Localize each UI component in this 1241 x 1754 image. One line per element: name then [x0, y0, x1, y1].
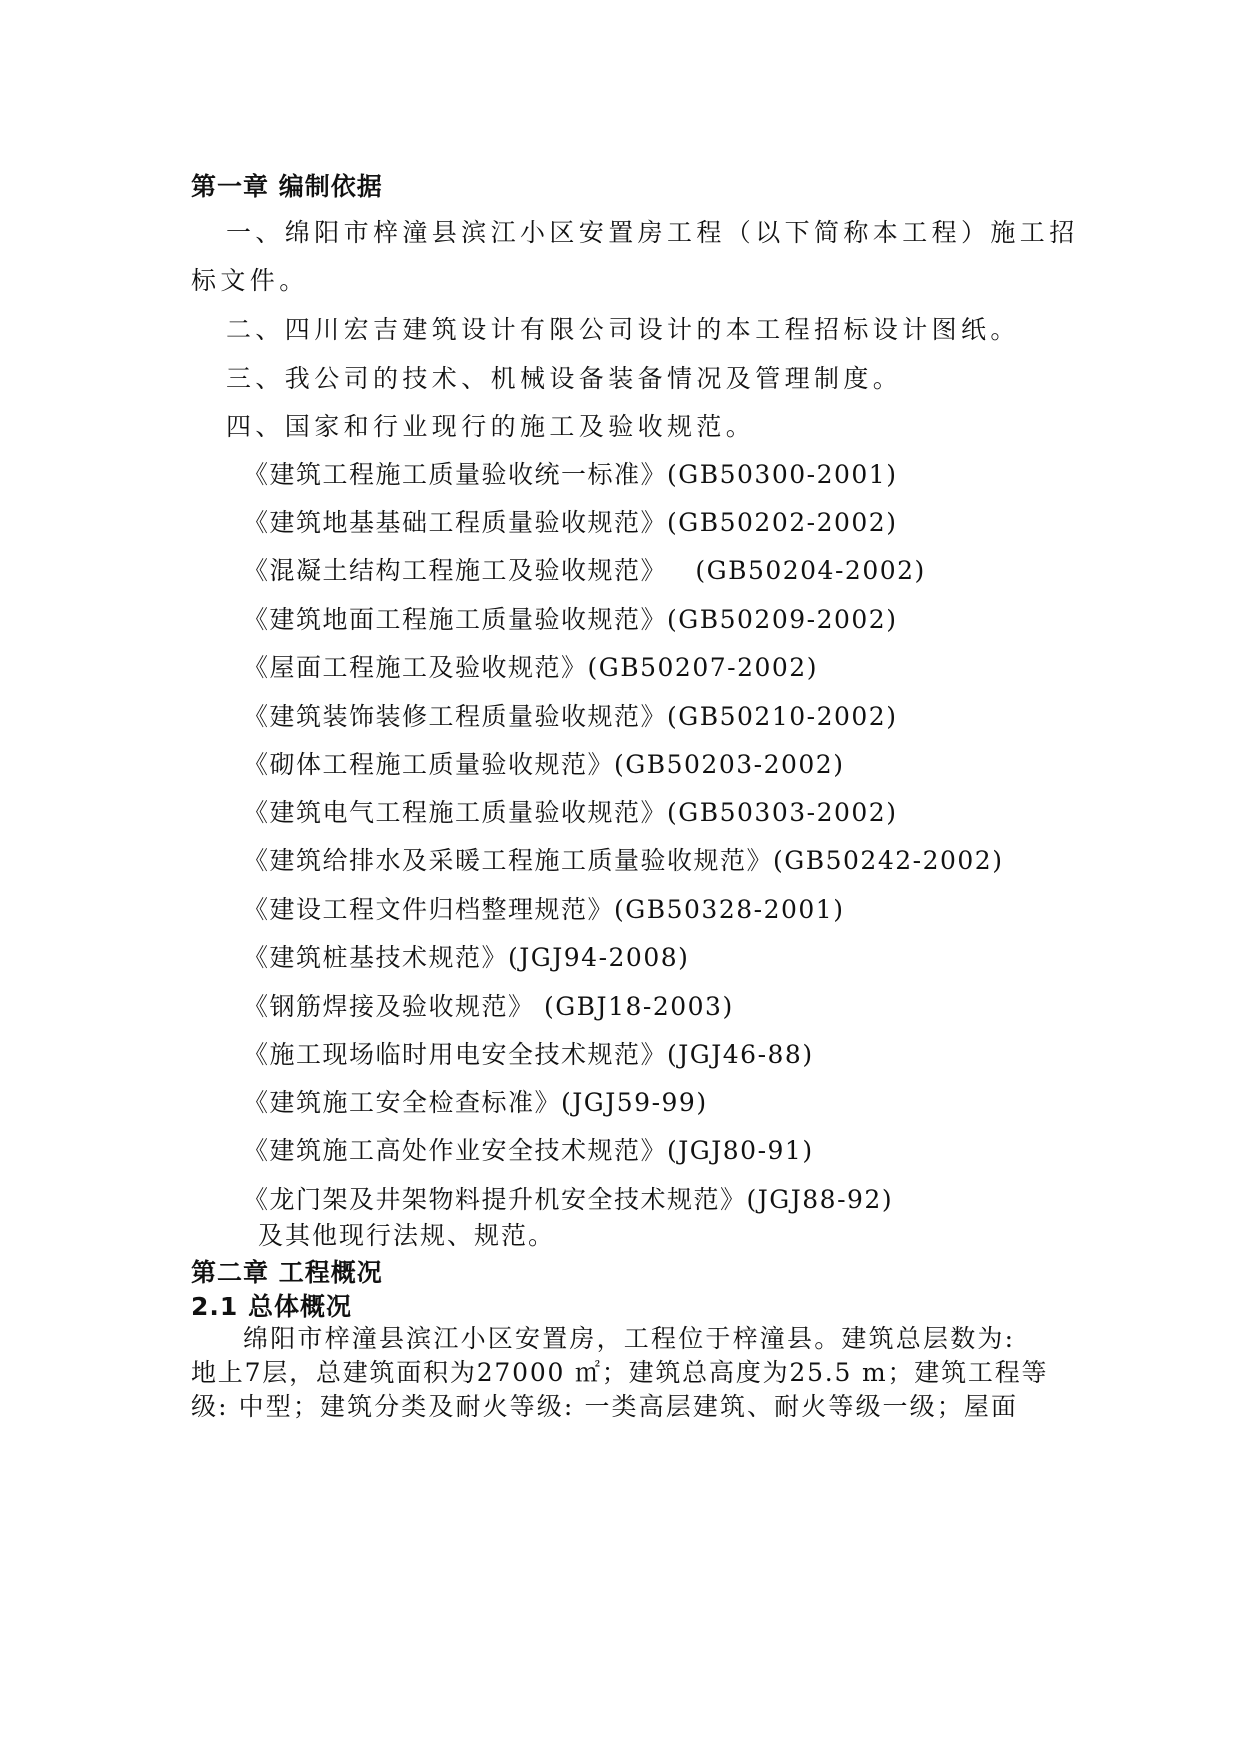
standard-item: 《建筑施工高处作业安全技术规范》(JGJ80-91) — [243, 1136, 814, 1165]
chapter-2-title: 第二章 工程概况 — [191, 1258, 383, 1287]
standard-item: 《建筑工程施工质量验收统一标准》(GB50300-2001) — [243, 460, 898, 489]
standard-item: 《建筑给排水及采暖工程施工质量验收规范》(GB50242-2002) — [243, 846, 1004, 875]
standard-item: 《钢筋焊接及验收规范》 (GBJ18-2003) — [243, 992, 734, 1021]
standard-item: 《混凝土结构工程施工及验收规范》 (GB50204-2002) — [243, 556, 926, 585]
overview-paragraph-line: 级: 中型；建筑分类及耐火等级: 一类高层建筑、耐火等级一级；屋面 — [191, 1392, 1019, 1421]
basis-item-1: 一、绵阳市梓潼县滨江小区安置房工程（以下简称本工程）施工招 — [226, 218, 1079, 247]
basis-item-1-cont: 标文件。 — [191, 266, 309, 295]
basis-item-3: 三、我公司的技术、机械设备装备情况及管理制度。 — [226, 364, 903, 393]
standard-item: 《施工现场临时用电安全技术规范》(JGJ46-88) — [243, 1040, 814, 1069]
standard-item: 《建筑地面工程施工质量验收规范》(GB50209-2002) — [243, 605, 898, 634]
closing-note: 及其他现行法规、规范。 — [258, 1221, 556, 1250]
basis-item-4: 四、国家和行业现行的施工及验收规范。 — [226, 412, 756, 441]
overview-paragraph-line: 绵阳市梓潼县滨江小区安置房，工程位于梓潼县。建筑总层数为: — [243, 1324, 1016, 1353]
standard-item: 《建筑桩基技术规范》(JGJ94-2008) — [243, 943, 690, 972]
standard-item: 《龙门架及井架物料提升机安全技术规范》(JGJ88-92) — [243, 1185, 894, 1214]
standard-item: 《砌体工程施工质量验收规范》(GB50203-2002) — [243, 750, 845, 779]
standard-item: 《建筑地基基础工程质量验收规范》(GB50202-2002) — [243, 508, 898, 537]
basis-item-2: 二、四川宏吉建筑设计有限公司设计的本工程招标设计图纸。 — [226, 315, 1020, 344]
standard-item: 《建筑施工安全检查标准》(JGJ59-99) — [243, 1088, 708, 1117]
standard-item: 《建筑电气工程施工质量验收规范》(GB50303-2002) — [243, 798, 898, 827]
chapter-1-title: 第一章 编制依据 — [191, 172, 383, 201]
section-2-1-title: 2.1 总体概况 — [191, 1292, 352, 1321]
standard-item: 《建筑装饰装修工程质量验收规范》(GB50210-2002) — [243, 702, 898, 731]
standard-item: 《建设工程文件归档整理规范》(GB50328-2001) — [243, 895, 845, 924]
overview-paragraph-line: 地上7层，总建筑面积为27000 ㎡；建筑总高度为25.5 m；建筑工程等 — [191, 1358, 1049, 1387]
standard-item: 《屋面工程施工及验收规范》(GB50207-2002) — [243, 653, 818, 682]
